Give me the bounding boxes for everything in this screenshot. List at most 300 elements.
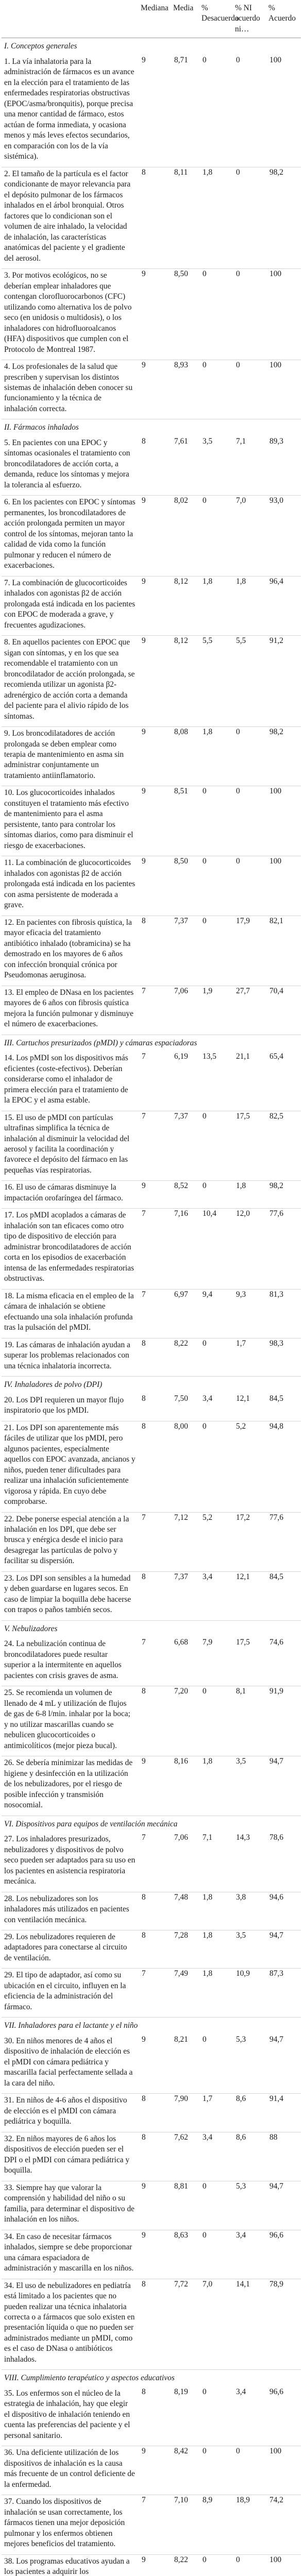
- agree-cell: 78,6: [266, 1833, 301, 1892]
- median-cell: 7: [139, 1289, 171, 1338]
- agree-cell: 100: [266, 786, 301, 856]
- statement-text: 35. Los enfermos son el núcleo de la estrategia de inhalación, hay que elegir el dispositivo de inhalación teniendo en cuenta las preferencias del paciente y el personal sanitario.: [2, 2387, 139, 2446]
- mean-cell: 7,12: [171, 1512, 199, 1571]
- agree-cell: 96,4: [266, 576, 301, 635]
- mean-cell: 8,22: [171, 1338, 199, 1376]
- table-row: [2, 360, 301, 419]
- agree-cell: 98,3: [266, 1338, 301, 1376]
- section-row: [2, 2018, 301, 2035]
- table-row: [2, 986, 301, 1035]
- section-title: III. Cartuchos presurizados (pMDI) y cámaras espaciadoras: [4, 1038, 197, 1047]
- neutral-cell: 18,9: [233, 2495, 266, 2554]
- header-mean: Media: [171, 2, 199, 38]
- statement-text: 18. La misma eficacia en el empleo de la cámara de inhalación se obtiene efectuando una sola inhalación profunda tras la pulsación del pMDI.: [2, 1289, 139, 1338]
- section-row: [2, 2370, 301, 2387]
- statement-text: 32. En niños mayores de 6 años los dispositivos de elección pueden ser el DPI o el pMDI con cámara pediátrica y boquilla.: [2, 2132, 139, 2181]
- agree-cell: 91,2: [266, 636, 301, 727]
- statement-text: 33. Siempre hay que valorar la comprensión y habilidad del niño o su familia, para determinar el dispositivo de inhalación en los niños.: [2, 2181, 139, 2230]
- statement-text: 21. Los DPI son aparentemente más fáciles de utilizar que los pMDI, pero algunos pacientes, especialmente aquellos con EPOC avanzada, ancianos y niños, pueden tener dificultades para realizar una inhalación suficientemente vigorosa y rápida. En cuyo debe comprobarse.: [2, 1421, 139, 1512]
- disagree-cell: 0: [199, 2035, 233, 2094]
- statement-text: 5. En pacientes con una EPOC y síntomas ocasionales el tratamiento con broncodilatadores de acción corta, a demanda, reduce los síntomas y mejora la tolerancia al esfuerzo.: [2, 436, 139, 496]
- disagree-cell: 1,7: [199, 2094, 233, 2132]
- agree-cell: 100: [266, 360, 301, 419]
- mean-cell: 8,02: [171, 496, 199, 576]
- table-row: [2, 856, 301, 916]
- table-row: [2, 55, 301, 167]
- mean-cell: 7,49: [171, 1969, 199, 2018]
- agree-cell: 94,7: [266, 1930, 301, 1968]
- median-cell: 8: [139, 1421, 171, 1512]
- disagree-cell: 0: [199, 1338, 233, 1376]
- median-cell: 8: [139, 1394, 171, 1421]
- neutral-cell: 3,8: [233, 1892, 266, 1930]
- median-cell: 8: [139, 1892, 171, 1930]
- disagree-cell: 1,8: [199, 576, 233, 635]
- table-row: [2, 916, 301, 986]
- agree-cell: 77,6: [266, 1209, 301, 1289]
- disagree-cell: 7,9: [199, 1637, 233, 1686]
- neutral-cell: 27,7: [233, 986, 266, 1035]
- median-cell: 8: [139, 1338, 171, 1376]
- agree-cell: 78,9: [266, 2279, 301, 2370]
- neutral-cell: 7,1: [233, 436, 266, 496]
- agree-cell: 100: [266, 2554, 301, 2576]
- statement-text: 11. La combinación de glucocorticoides inhalados con agonistas β2 de acción prolongada está indicada en los pacientes con asma persistente de moderada a grave.: [2, 856, 139, 916]
- median-cell: 9: [139, 1756, 171, 1816]
- neutral-cell: 0: [233, 856, 266, 916]
- disagree-cell: 3,4: [199, 1571, 233, 1620]
- neutral-cell: 9,3: [233, 1289, 266, 1338]
- agree-cell: 98,2: [266, 1181, 301, 1209]
- section-title: VIII. Cumplimiento terapéutico y aspectos educativos: [4, 2374, 175, 2383]
- disagree-cell: 0: [199, 2554, 233, 2576]
- section-row: [2, 1620, 301, 1637]
- mean-cell: 8,22: [171, 2554, 199, 2576]
- table-row: [2, 1289, 301, 1338]
- table-row: [2, 1111, 301, 1181]
- table-row: [2, 2230, 301, 2279]
- mean-cell: 7,20: [171, 1686, 199, 1756]
- agree-cell: 94,7: [266, 1756, 301, 1816]
- median-cell: 9: [139, 2446, 171, 2495]
- mean-cell: 7,72: [171, 2279, 199, 2370]
- disagree-cell: 0: [199, 1111, 233, 1181]
- disagree-cell: 0: [199, 856, 233, 916]
- mean-cell: 8,51: [171, 786, 199, 856]
- table-row: [2, 1686, 301, 1756]
- neutral-cell: 17,5: [233, 1637, 266, 1686]
- table-row: [2, 1571, 301, 1620]
- neutral-cell: 5,5: [233, 636, 266, 727]
- disagree-cell: 3,4: [199, 2132, 233, 2181]
- mean-cell: 8,52: [171, 1181, 199, 1209]
- mean-cell: 7,62: [171, 2132, 199, 2181]
- disagree-cell: 13,5: [199, 1052, 233, 1111]
- agree-cell: 88: [266, 2132, 301, 2181]
- median-cell: 9: [139, 55, 171, 167]
- disagree-cell: 0: [199, 496, 233, 576]
- median-cell: 7: [139, 1833, 171, 1892]
- table-row: [2, 1969, 301, 2018]
- mean-cell: 8,19: [171, 2387, 199, 2446]
- neutral-cell: 17,9: [233, 916, 266, 986]
- agree-cell: 70,4: [266, 986, 301, 1035]
- agree-cell: 91,4: [266, 2094, 301, 2132]
- neutral-cell: 3,5: [233, 1930, 266, 1968]
- agree-cell: 74,2: [266, 2495, 301, 2554]
- table-row: [2, 1833, 301, 1892]
- disagree-cell: 10,4: [199, 1209, 233, 1289]
- median-cell: 9: [139, 2554, 171, 2576]
- neutral-cell: 12,1: [233, 1571, 266, 1620]
- statement-text: 26. Se debería minimizar las medidas de higiene y desinfección en la utilización de los nebulizadores, por el riesgo de posible infección y transmisión nosocomial.: [2, 1756, 139, 1816]
- statement-text: 30. En niños menores de 4 años el dispositivo de inhalación de elección es el pMDI con cámara pediátrica y mascarilla facial perfectamente sellada a la cara del niño.: [2, 2035, 139, 2094]
- neutral-cell: 0: [233, 2446, 266, 2495]
- table-row: [2, 2279, 301, 2370]
- table-row: [2, 1338, 301, 1376]
- disagree-cell: 1,8: [199, 1892, 233, 1930]
- median-cell: 8: [139, 2094, 171, 2132]
- section-title: VII. Inhaladores para el lactante y el niño: [4, 2021, 138, 2030]
- statement-text: 31. En niños de 4-6 años el dispositivo de elección es el pMDI con cámara pediátrica y boquilla.: [2, 2094, 139, 2132]
- disagree-cell: 5,5: [199, 636, 233, 727]
- table-row: [2, 2094, 301, 2132]
- neutral-cell: 21,1: [233, 1052, 266, 1111]
- neutral-cell: 14,3: [233, 1833, 266, 1892]
- agree-cell: 89,3: [266, 436, 301, 496]
- agree-cell: 94,6: [266, 1892, 301, 1930]
- section-row: [2, 1035, 301, 1052]
- statement-text: 17. Los pMDI acoplados a cámaras de inhalación son tan eficaces como otro tipo de dispositivo de elección para administrar broncodilatadores de acción corta en los episodios de exacerbación intensa de las enfermedades respiratorias obstructivas.: [2, 1209, 139, 1289]
- agree-cell: 100: [266, 856, 301, 916]
- section-title: IV. Inhaladores de polvo (DPI): [4, 1380, 103, 1389]
- disagree-cell: 1,8: [199, 1756, 233, 1816]
- median-cell: 9: [139, 2230, 171, 2279]
- median-cell: 9: [139, 727, 171, 786]
- neutral-cell: 1,8: [233, 576, 266, 635]
- table-row: [2, 1756, 301, 1816]
- table-row: [2, 1052, 301, 1111]
- section-row: [2, 38, 301, 55]
- header-disagree: % Desacuerdo: [199, 2, 233, 38]
- median-cell: 7: [139, 1512, 171, 1571]
- median-cell: 8: [139, 2387, 171, 2446]
- table-row: [2, 2132, 301, 2181]
- median-cell: 8: [139, 916, 171, 986]
- disagree-cell: 1,8: [199, 1969, 233, 2018]
- mean-cell: 8,16: [171, 1756, 199, 1816]
- statement-text: 22. Debe ponerse especial atención a la inhalación en los DPI, que debe ser brusca y enérgica desde el inicio para desagregar las partículas de polvo y facilitar su dispersión.: [2, 1512, 139, 1571]
- agree-cell: 96,6: [266, 2230, 301, 2279]
- median-cell: 7: [139, 986, 171, 1035]
- statement-text: 38. Los programas educativos ayudan a los pacientes a adquirir los: [2, 2554, 139, 2576]
- median-cell: 7: [139, 1111, 171, 1181]
- statement-text: 1. La vía inhalatoria para la administración de fármacos es un avance en la elección para el tratamiento de las enfermedades respiratorias obstructivas (EPOC/asma/bronquitis), porque precisa una menor cantidad de fármaco, estos actúan de forma inmediata, y ocasiona menos y más leves efectos secundarios, en comparación con los de la vía sistémica).: [2, 55, 139, 167]
- median-cell: 7: [139, 1209, 171, 1289]
- neutral-cell: 0: [233, 2554, 266, 2576]
- statement-text: 10. Los glucocorticoides inhalados constituyen el tratamiento más efectivo de mantenimiento para el asma persistente, tanto para controlar los síntomas diarios, como para disminuir el riesgo de exacerbaciones.: [2, 786, 139, 856]
- median-cell: 9: [139, 786, 171, 856]
- disagree-cell: 0: [199, 1686, 233, 1756]
- table-row: [2, 2181, 301, 2230]
- disagree-cell: 0: [199, 2446, 233, 2495]
- median-cell: 9: [139, 1181, 171, 1209]
- table-row: [2, 576, 301, 635]
- disagree-cell: 0: [199, 1181, 233, 1209]
- agree-cell: 77,6: [266, 1512, 301, 1571]
- neutral-cell: 0: [233, 55, 266, 167]
- mean-cell: 7,28: [171, 1930, 199, 1968]
- neutral-cell: 5,3: [233, 2181, 266, 2230]
- median-cell: 9: [139, 2035, 171, 2094]
- table-row: [2, 496, 301, 576]
- table-row: [2, 436, 301, 496]
- agree-cell: 94,7: [266, 2035, 301, 2094]
- table-row: [2, 1637, 301, 1686]
- statement-text: 8. En aquellos pacientes con EPOC que sigan con síntomas, y en los que sea recomendable el tratamiento con un broncodilatador de acción prolongada, se recomienda utilizar un agonista β2-adrenérgico de acción corta a demanda del paciente para el alivio rápido de los síntomas.: [2, 636, 139, 727]
- mean-cell: 7,16: [171, 1209, 199, 1289]
- disagree-cell: 0: [199, 1421, 233, 1512]
- mean-cell: 8,21: [171, 2035, 199, 2094]
- disagree-cell: 5,2: [199, 1512, 233, 1571]
- mean-cell: 6,97: [171, 1289, 199, 1338]
- median-cell: 7: [139, 1052, 171, 1111]
- agree-cell: 81,3: [266, 1289, 301, 1338]
- agree-cell: 100: [266, 269, 301, 360]
- neutral-cell: 0: [233, 269, 266, 360]
- header-agree: % Acuerdo: [266, 2, 301, 38]
- mean-cell: 8,81: [171, 2181, 199, 2230]
- mean-cell: 8,00: [171, 1421, 199, 1512]
- disagree-cell: 0: [199, 916, 233, 986]
- section-row: [2, 419, 301, 436]
- mean-cell: 7,10: [171, 2495, 199, 2554]
- table-row: [2, 1421, 301, 1512]
- table-row: [2, 786, 301, 856]
- disagree-cell: 0: [199, 786, 233, 856]
- table-row: [2, 2495, 301, 2554]
- mean-cell: 8,12: [171, 576, 199, 635]
- median-cell: 7: [139, 1969, 171, 2018]
- statement-text: 14. Los pMDI son los dispositivos más eficientes (coste-efectivos). Deberían considerarse como el inhalador de primera elección para el tratamiento de la EPOC y el asma estable.: [2, 1052, 139, 1111]
- statement-text: 25. Se recomienda un volumen de llenado de 4 mL y utilización de flujos de gas de 6-8 l/min. inhalar por la boca; y no utilizar mascarillas cuando se nebulicen glucocorticoides o antimicolíticos (mejor pieza bucal).: [2, 1686, 139, 1756]
- section-title: VI. Dispositivos para equipos de ventilación mecánica: [4, 1819, 178, 1828]
- disagree-cell: 3,4: [199, 1394, 233, 1421]
- table-row: [2, 2554, 301, 2576]
- table-row: [2, 2387, 301, 2446]
- mean-cell: 7,06: [171, 986, 199, 1035]
- table-row: [2, 1181, 301, 1209]
- disagree-cell: 8,9: [199, 2495, 233, 2554]
- mean-cell: 8,50: [171, 269, 199, 360]
- mean-cell: 8,08: [171, 727, 199, 786]
- median-cell: 9: [139, 269, 171, 360]
- median-cell: 8: [139, 436, 171, 496]
- median-cell: 8: [139, 1930, 171, 1968]
- mean-cell: 7,90: [171, 2094, 199, 2132]
- disagree-cell: 1,9: [199, 986, 233, 1035]
- median-cell: 9: [139, 636, 171, 727]
- agree-cell: 100: [266, 55, 301, 167]
- mean-cell: 7,50: [171, 1394, 199, 1421]
- disagree-cell: 0: [199, 360, 233, 419]
- statement-text: 29. Los nebulizadores requieren de adaptadores para conectarse al circuito de ventilación.: [2, 1930, 139, 1968]
- median-cell: 7: [139, 1637, 171, 1686]
- agree-cell: 82,1: [266, 916, 301, 986]
- table-row: [2, 636, 301, 727]
- neutral-cell: 0: [233, 167, 266, 268]
- disagree-cell: 0: [199, 2230, 233, 2279]
- neutral-cell: 5,2: [233, 1421, 266, 1512]
- table-row: [2, 1209, 301, 1289]
- disagree-cell: 1,8: [199, 727, 233, 786]
- neutral-cell: 1,8: [233, 1181, 266, 1209]
- disagree-cell: 7,1: [199, 1833, 233, 1892]
- statement-text: 34. En caso de necesitar fármacos inhalados, siempre se debe proporcionar una cámara espaciadora de administración y mascarilla en los niños.: [2, 2230, 139, 2279]
- neutral-cell: 10,9: [233, 1969, 266, 2018]
- mean-cell: 6,19: [171, 1052, 199, 1111]
- median-cell: 8: [139, 2132, 171, 2181]
- agree-cell: 65,4: [266, 1052, 301, 1111]
- disagree-cell: 1,8: [199, 1930, 233, 1968]
- median-cell: 9: [139, 2181, 171, 2230]
- statement-text: 3. Por motivos ecológicos, no se deberían emplear inhaladores que contengan clorofluorocarbonos (CFC) utilizando como alternativa los de polvo seco (en unidosis o multidosis), o los inhaladores con hidrofluoroalcanos (HFA) dispositivos que cumplen con el Protocolo de Montreal 1987.: [2, 269, 139, 360]
- neutral-cell: 14,1: [233, 2279, 266, 2370]
- mean-cell: 7,06: [171, 1833, 199, 1892]
- agree-cell: 98,2: [266, 727, 301, 786]
- neutral-cell: 3,4: [233, 2230, 266, 2279]
- disagree-cell: 9,4: [199, 1289, 233, 1338]
- agree-cell: 91,9: [266, 1686, 301, 1756]
- disagree-cell: 0: [199, 2387, 233, 2446]
- table-row: [2, 167, 301, 268]
- mean-cell: 6,68: [171, 1637, 199, 1686]
- mean-cell: 8,63: [171, 2230, 199, 2279]
- statement-text: 15. El uso de pMDI con partículas ultrafinas simplifica la técnica de inhalación al disminuir la velocidad del aerosol y facilita la coordinación y favorece el depósito del fármaco en las pequeñas vías respiratorias.: [2, 1111, 139, 1181]
- neutral-cell: 3,4: [233, 2387, 266, 2446]
- neutral-cell: 0: [233, 786, 266, 856]
- agree-cell: 82,5: [266, 1111, 301, 1181]
- disagree-cell: 0: [199, 55, 233, 167]
- neutral-cell: 12,1: [233, 1394, 266, 1421]
- agree-cell: 98,2: [266, 167, 301, 268]
- neutral-cell: 8,6: [233, 2132, 266, 2181]
- median-cell: 9: [139, 576, 171, 635]
- neutral-cell: 17,2: [233, 1512, 266, 1571]
- table-row: [2, 1892, 301, 1930]
- median-cell: 8: [139, 167, 171, 268]
- section-title: V. Nebulizadores: [4, 1624, 58, 1633]
- table-row: [2, 1394, 301, 1421]
- table-row: [2, 2035, 301, 2094]
- neutral-cell: 3,5: [233, 1756, 266, 1816]
- neutral-cell: 0: [233, 727, 266, 786]
- neutral-cell: 12,0: [233, 1209, 266, 1289]
- median-cell: 8: [139, 1686, 171, 1756]
- section-title: II. Fármacos inhalados: [4, 423, 79, 432]
- statement-text: 12. En pacientes con fibrosis quística, la mayor eficacia del tratamiento antibiótico inhalado (tobramicina) se ha demostrado en los mayores de 6 años con infección bronquial crónica por Pseudomonas aeruginosa.: [2, 916, 139, 986]
- agree-cell: 84,5: [266, 1394, 301, 1421]
- statement-text: 2. El tamaño de la partícula es el factor condicionante de mayor relevancia para el depósito pulmonar de los fármacos inhalados en el árbol bronquial. Otros factores que lo condicionan son el volumen de aire inhalado, la velocidad de inhalación, las características anatómicas del paciente y el gradiente del aerosol.: [2, 167, 139, 268]
- statement-text: 19. Las cámaras de inhalación ayudan a superar los problemas relacionados con una técnica inhalatoria incorrecta.: [2, 1338, 139, 1376]
- mean-cell: 8,71: [171, 55, 199, 167]
- agree-cell: 84,5: [266, 1571, 301, 1620]
- mean-cell: 8,12: [171, 636, 199, 727]
- median-cell: 9: [139, 496, 171, 576]
- neutral-cell: 8,1: [233, 1686, 266, 1756]
- section-title: I. Conceptos generales: [4, 42, 77, 51]
- mean-cell: 7,37: [171, 1571, 199, 1620]
- neutral-cell: 5,3: [233, 2035, 266, 2094]
- table-row: [2, 269, 301, 360]
- header-row: [2, 2, 301, 38]
- mean-cell: 7,61: [171, 436, 199, 496]
- median-cell: 7: [139, 2495, 171, 2554]
- statement-text: 36. Una deficiente utilización de los dispositivos de inhalación es la causa más frecuente de un control deficiente de la enfermedad.: [2, 2446, 139, 2495]
- disagree-cell: 1,8: [199, 167, 233, 268]
- statement-text: 13. El empleo de DNasa en los pacientes mayores de 6 años con fibrosis quística mejora la función pulmonar y disminuye el número de exacerbaciones.: [2, 986, 139, 1035]
- mean-cell: 8,42: [171, 2446, 199, 2495]
- statement-text: 27. Los inhaladores presurizados, nebulizadores y dispositivos de polvo seco pueden ser adaptados para su uso en los pacientes en asistencia respiratoria mecánica.: [2, 1833, 139, 1892]
- statement-text: 23. Los DPI son sensibles a la humedad y deben guardarse en lugares secos. En caso de limpiar la boquilla debe hacerse con trapos o paños también secos.: [2, 1571, 139, 1620]
- statement-text: 4. Los profesionales de la salud que prescriben y supervisan los distintos sistemas de inhalación deben conocer su funcionamiento y la técnica de inhalación correcta.: [2, 360, 139, 419]
- table-row: [2, 1930, 301, 1968]
- mean-cell: 8,11: [171, 167, 199, 268]
- median-cell: 8: [139, 2279, 171, 2370]
- header-statement: [2, 2, 139, 38]
- mean-cell: 7,37: [171, 916, 199, 986]
- table-row: [2, 727, 301, 786]
- disagree-cell: 3,5: [199, 436, 233, 496]
- disagree-cell: 0: [199, 269, 233, 360]
- statement-text: 34. El uso de nebulizadores en pediatría está limitado a los pacientes que no pueden realizar una técnica inhalatoria correcta o a fármacos que solo existen en presentación líquida o que no pueden ser administrados mediante un pMDI, como es el caso de DNasa o antibióticos inhalados.: [2, 2279, 139, 2370]
- agree-cell: 100: [266, 2446, 301, 2495]
- agree-cell: 87,3: [266, 1969, 301, 2018]
- table-row: [2, 1512, 301, 1571]
- statement-text: 28. Los nebulizadores son los inhaladores más utilizados en pacientes con ventilación mecánica.: [2, 1892, 139, 1930]
- median-cell: 9: [139, 856, 171, 916]
- statement-text: 7. La combinación de glucocorticoides inhalados con agonistas β2 de acción prolongada está indicada en los pacientes con EPOC de moderada a grave, y frecuentes agudizaciones.: [2, 576, 139, 635]
- agree-cell: 74,6: [266, 1637, 301, 1686]
- disagree-cell: 0: [199, 2181, 233, 2230]
- neutral-cell: 8,6: [233, 2094, 266, 2132]
- agree-cell: 96,6: [266, 2387, 301, 2446]
- statement-text: 29. El tipo de adaptador, así como su ubicación en el circuito, influyen en la eficiencia de la administración del fármaco.: [2, 1969, 139, 2018]
- mean-cell: 8,50: [171, 856, 199, 916]
- neutral-cell: 7,0: [233, 496, 266, 576]
- median-cell: 8: [139, 1571, 171, 1620]
- mean-cell: 7,48: [171, 1892, 199, 1930]
- agree-cell: 94,8: [266, 1421, 301, 1512]
- table-row: [2, 2446, 301, 2495]
- neutral-cell: 17,5: [233, 1111, 266, 1181]
- median-cell: 9: [139, 360, 171, 419]
- header-neutral: % NI acuerdo ni…: [233, 2, 266, 38]
- consensus-table: [2, 2, 301, 2576]
- agree-cell: 94,7: [266, 2181, 301, 2230]
- neutral-cell: 0: [233, 360, 266, 419]
- statement-text: 20. Los DPI requieren un mayor flujo inspiratorio que los pMDI.: [2, 1394, 139, 1421]
- mean-cell: 7,37: [171, 1111, 199, 1181]
- disagree-cell: 7,0: [199, 2279, 233, 2370]
- statement-text: 37. Cuando los dispositivos de inhalación se usan correctamente, los fármacos tienen una mejor deposición pulmonar y los enfermos obtienen mejores beneficios del tratamiento.: [2, 2495, 139, 2554]
- section-row: [2, 1377, 301, 1394]
- neutral-cell: 1,7: [233, 1338, 266, 1376]
- section-row: [2, 1816, 301, 1833]
- table-body: [2, 38, 301, 2576]
- statement-text: 6. En los pacientes con EPOC y síntomas permanentes, los broncodilatadores de acción prolongada permiten un mayor control de los síntomas, mejoran tanto la calidad de vida como la función pulmonar y reducen el número de exacerbaciones.: [2, 496, 139, 576]
- statement-text: 16. El uso de cámaras disminuye la impactación orofaríngea del fármaco.: [2, 1181, 139, 1209]
